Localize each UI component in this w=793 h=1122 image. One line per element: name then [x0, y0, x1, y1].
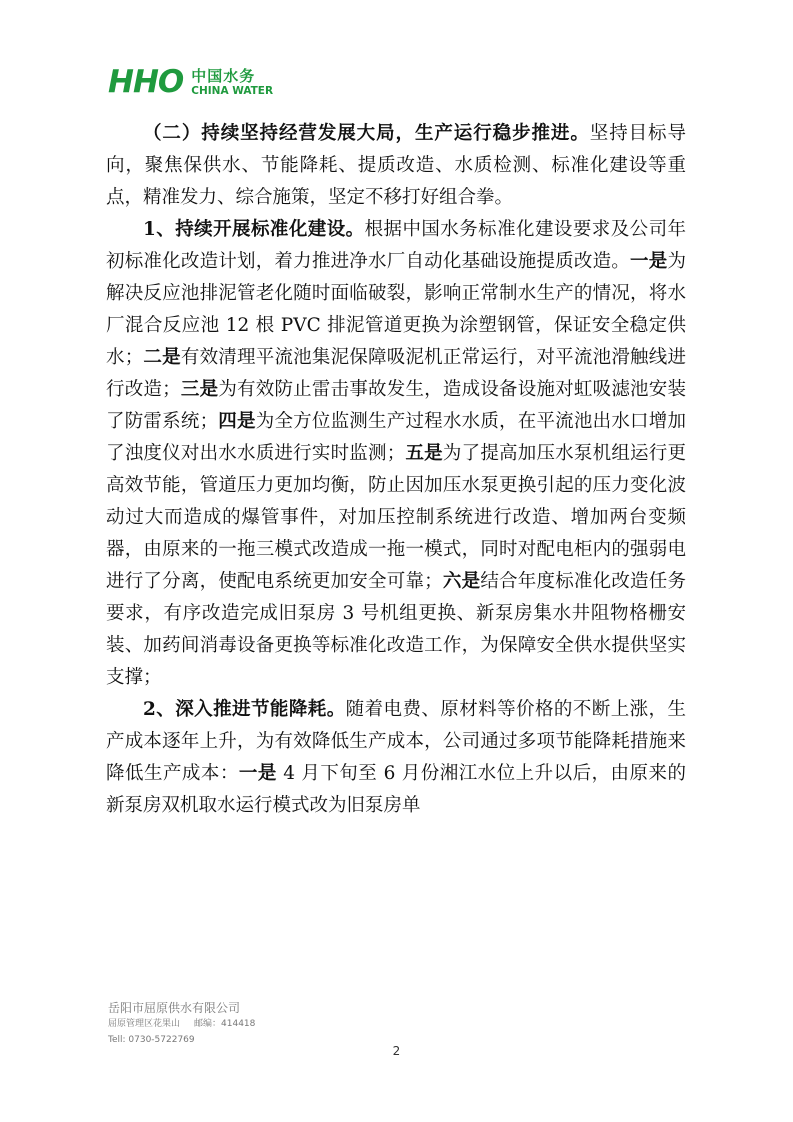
page-footer: [108, 1000, 269, 1048]
page-number: 2: [392, 1044, 401, 1058]
item-1-intro: 根据中国水务标准化建设要求及公司年初标准化改造计划，着力推进净水厂自动化基础设施提质改造。: [106, 219, 686, 272]
point-text: 为解决反应池排泥管老化随时面临破裂，影响正常制水生产的情况，将水厂混合反应池 12 根 PVC 排泥管道更换为涂塑钢管，保证安全稳定供水；: [106, 251, 686, 368]
point-label: 一是: [630, 251, 668, 272]
point-text: 有效清理平流池集泥保障吸泥机正常运行，对平流池滑触线进行改造；: [106, 347, 686, 400]
item-2-heading: 2、深入推进节能降耗。: [143, 699, 346, 720]
logo-chinese-name: 中国水务: [191, 66, 256, 85]
footer-tel: Tell: 0730-5722769: [108, 1035, 195, 1045]
company-logo: [108, 64, 273, 100]
footer-company: 岳阳市屈原供水有限公司: [108, 1001, 241, 1015]
section-2-heading: （二）持续坚持经营发展大局，生产运行稳步推进。: [143, 123, 590, 144]
document-body: [106, 118, 686, 822]
point-text: 4 月下旬至 6 月份湘江水位上升以后，由原来的新泵房双机取水运行模式改为旧泵房单: [106, 763, 686, 816]
point-text: 为全方位监测生产过程水水质，在平流池出水口增加了浊度仪对出水水质进行实时监测；: [106, 411, 686, 464]
point-text: 结合年度标准化改造任务要求，有序改造完成旧泵房 3 号机组更换、新泵房集水井阻物格栅安装、加药间消毒设备更换等标准化改造工作，为保障安全供水提供坚实支撑；: [106, 571, 686, 688]
footer-address: 屈原管理区花果山: [108, 1019, 181, 1029]
item-1-paragraph: [106, 214, 686, 694]
point-text: 为了提高加压水泵机组运行更高效节能，管道压力更加均衡，防止因加压水泵更换引起的压力变化波动过大而造成的爆管事件，对加压控制系统进行改造、增加两台变频器，由原来的一拖三模式改造成一拖一模式，同时对配电柜内的强弱电进行了分离，使配电系统更加安全可靠；: [106, 443, 686, 592]
logo-english-name: CHINA WATER: [191, 84, 274, 97]
point-label: 二是: [143, 347, 181, 368]
point-label: 一是: [238, 763, 277, 784]
point-label: 四是: [218, 411, 256, 432]
item-2-paragraph: [106, 694, 686, 822]
item-1-heading: 1、持续开展标准化建设。: [143, 219, 365, 240]
item-2-intro: 随着电费、原材料等价格的不断上涨，生产成本逐年上升，为有效降低生产成本，公司通过多项节能降耗措施来降低生产成本：: [106, 699, 686, 784]
point-label: 三是: [180, 379, 219, 400]
logo-text: [191, 68, 273, 97]
footer-address-line: [108, 1016, 269, 1032]
point-text: 为有效防止雷击事故发生，造成设备设施对虹吸滤池安装了防雷系统；: [106, 379, 686, 432]
footer-postcode: 邮编：414418: [194, 1019, 256, 1029]
point-label: 六是: [442, 571, 481, 592]
point-label: 五是: [405, 443, 443, 464]
section-2-text: 坚持目标导向，聚焦保供水、节能降耗、提质改造、水质检测、标准化建设等重点，精准发力、综合施策，坚定不移打好组合拳。: [106, 123, 686, 208]
logo-mark: HHO: [108, 64, 184, 100]
section-2-paragraph: [106, 118, 686, 214]
